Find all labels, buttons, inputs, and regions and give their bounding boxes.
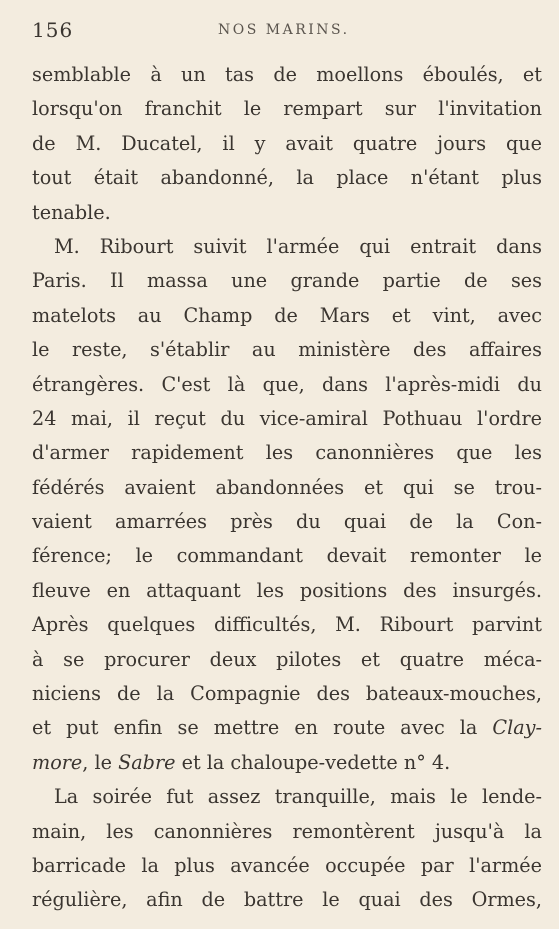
page-number: 156 (32, 18, 74, 42)
running-title: NOS MARINS. (218, 22, 350, 38)
text-segment: et la chaloupe-vedette n° 4. (175, 750, 451, 774)
text-line: barricade la plus avancée occupée par l'armée (32, 853, 542, 877)
text-line: étrangères. C'est là que, dans l'après-midi du (32, 372, 542, 396)
text-line: fédérés avaient abandonnées et qui se trou- (32, 475, 542, 499)
text-line: M. Ribourt suivit l'armée qui entrait dans (54, 234, 542, 258)
text-line: niciens de la Compagnie des bateaux-mouches, (32, 682, 542, 706)
text-line: lorsqu'on franchit le rempart sur l'invitation (32, 97, 542, 121)
ship-name-italic: Sabre (118, 750, 176, 774)
text-line: Après quelques difficultés, M. Ribourt parvint (32, 613, 542, 637)
text-segment: et put enfin se mettre en route avec la (32, 716, 493, 740)
text-line: main, les canonnières remontèrent jusqu'à la (32, 819, 542, 843)
text-line: vaient amarrées près du quai de la Con- (32, 510, 542, 534)
text-line: tenable. (32, 200, 111, 224)
text-line: semblable à un tas de moellons éboulés, et (32, 63, 542, 86)
text-line (32, 711, 542, 745)
text-segment: , le (82, 750, 119, 774)
running-head (32, 18, 541, 44)
text-line: tout était abandonné, la place n'étant plus (32, 166, 542, 190)
text-line: Paris. Il massa une grande partie de ses (32, 269, 542, 293)
text-line: à se procurer deux pilotes et quatre méca- (32, 647, 542, 671)
text-line: férence; le commandant devait remonter le (32, 544, 542, 568)
text-line: matelots au Champ de Mars et vint, avec (32, 303, 542, 327)
ship-name-italic: Clay- (492, 716, 542, 740)
text-line: d'armer rapidement les canonnières que les (32, 441, 542, 465)
text-line: La soirée fut assez tranquille, mais le lende- (54, 785, 542, 809)
ship-name-italic: more (32, 750, 83, 774)
body-text (32, 58, 542, 918)
text-line: 24 mai, il reçut du vice-amiral Pothuau l'ordre (32, 406, 542, 430)
text-line: le reste, s'établir au ministère des affaires (32, 338, 542, 362)
text-line: fleuve en attaquant les positions des insurgés. (32, 578, 542, 602)
text-line (32, 746, 542, 780)
text-line: régulière, afin de battre le quai des Ormes, (32, 888, 542, 912)
text-line: de M. Ducatel, il y avait quatre jours que (32, 131, 542, 155)
